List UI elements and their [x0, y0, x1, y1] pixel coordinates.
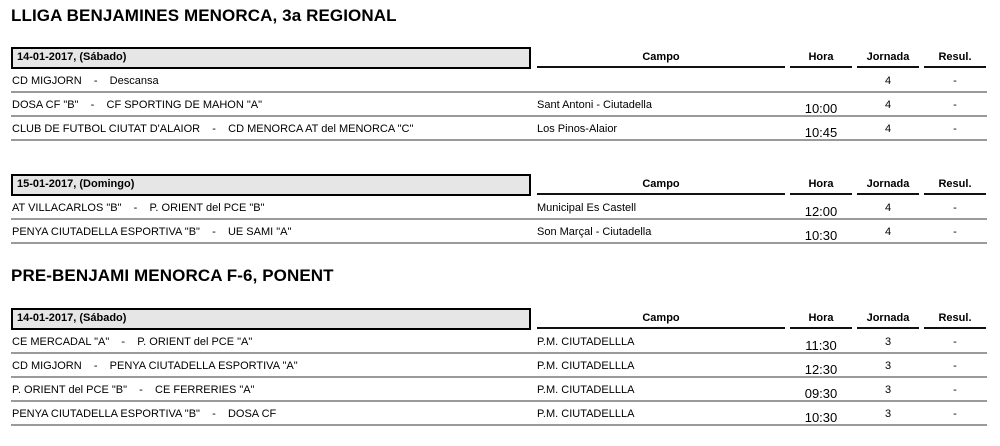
jornada: 3	[884, 360, 892, 372]
home-team: AT VILLACARLOS "B"	[12, 202, 122, 214]
hora: 10:00	[804, 101, 838, 116]
column-header-campo: Campo	[537, 50, 785, 68]
jornada: 3	[884, 336, 892, 348]
match-teams	[12, 202, 265, 214]
match-teams	[12, 408, 276, 420]
campo: P.M. CIUTADELLLA	[537, 384, 635, 396]
match-teams	[12, 99, 262, 111]
jornada: 4	[884, 99, 892, 111]
day-block	[11, 308, 987, 426]
match-row	[11, 93, 987, 117]
away-team: PENYA CIUTADELLA ESPORTIVA "A"	[109, 360, 298, 372]
match-teams	[12, 226, 291, 238]
section-title-pre-benjami: PRE-BENJAMI MENORCA F-6, PONENT	[11, 266, 334, 285]
resul: -	[953, 123, 957, 135]
section-title-lliga-benjamines: LLIGA BENJAMINES MENORCA, 3a REGIONAL	[11, 6, 397, 25]
match-row	[11, 354, 987, 378]
column-header-hora: Hora	[790, 50, 852, 68]
resul: -	[953, 75, 957, 87]
match-row	[11, 117, 987, 141]
away-team: CD MENORCA AT del MENORCA "C"	[228, 123, 414, 135]
away-team: P. ORIENT del PCE "B"	[149, 202, 265, 214]
jornada: 4	[884, 123, 892, 135]
separator: -	[93, 360, 98, 372]
column-header-jornada: Jornada	[857, 177, 919, 195]
away-team: CF SPORTING DE MAHON "A"	[106, 99, 263, 111]
campo: Son Marçal - Ciutadella	[537, 226, 652, 238]
day-header	[11, 308, 987, 330]
column-header-jornada: Jornada	[857, 311, 919, 329]
resul: -	[953, 384, 957, 396]
match-row	[11, 330, 987, 354]
hora: 12:00	[804, 204, 838, 219]
resul: -	[953, 336, 957, 348]
date-label: 14-01-2017, (Sábado)	[17, 312, 127, 324]
column-header-hora: Hora	[790, 177, 852, 195]
jornada: 4	[884, 202, 892, 214]
date-label: 15-01-2017, (Domingo)	[17, 178, 135, 190]
date-box	[11, 174, 531, 196]
separator: -	[212, 408, 216, 420]
home-team: CD MIGJORN	[12, 75, 82, 87]
resul: -	[953, 202, 957, 214]
jornada: 3	[884, 408, 892, 420]
separator: -	[121, 336, 126, 348]
resul: -	[953, 99, 957, 111]
separator: -	[212, 123, 216, 135]
match-row	[11, 69, 987, 93]
match-teams	[12, 336, 252, 348]
separator: -	[139, 384, 143, 396]
away-team: P. ORIENT del PCE "A"	[137, 336, 253, 348]
campo: P.M. CIUTADELLLA	[537, 336, 635, 348]
match-teams	[12, 75, 159, 87]
away-team: UE SAMI "A"	[227, 226, 292, 238]
campo: P.M. CIUTADELLLA	[537, 408, 635, 420]
date-box	[11, 47, 531, 69]
jornada: 3	[884, 384, 892, 396]
column-header-jornada: Jornada	[857, 50, 919, 68]
hora: 09:30	[804, 386, 838, 401]
hora: 10:30	[804, 228, 838, 243]
hora: 10:45	[804, 125, 838, 140]
separator: -	[93, 75, 98, 87]
day-header	[11, 174, 987, 196]
match-row	[11, 378, 987, 402]
match-row	[11, 220, 987, 244]
column-header-resul: Resul.	[924, 311, 986, 329]
column-header-campo: Campo	[537, 311, 785, 329]
column-header-resul: Resul.	[924, 50, 986, 68]
jornada: 4	[884, 226, 892, 238]
match-teams	[12, 123, 413, 135]
hora: 12:30	[804, 362, 838, 377]
campo: P.M. CIUTADELLLA	[537, 360, 635, 372]
home-team: CLUB DE FUTBOL CIUTAT D'ALAIOR	[12, 123, 201, 135]
hora: 11:30	[805, 338, 837, 353]
home-team: PENYA CIUTADELLA ESPORTIVA "B"	[12, 408, 200, 420]
away-team: DOSA CF	[227, 408, 277, 420]
home-team: CD MIGJORN	[12, 360, 82, 372]
home-team: P. ORIENT del PCE "B"	[12, 384, 128, 396]
match-teams	[12, 384, 255, 396]
home-team: DOSA CF "B"	[12, 99, 79, 111]
jornada: 4	[884, 75, 892, 87]
separator: -	[212, 226, 216, 238]
match-row	[11, 402, 987, 426]
date-label: 14-01-2017, (Sábado)	[17, 51, 127, 63]
home-team: PENYA CIUTADELLA ESPORTIVA "B"	[12, 226, 200, 238]
separator: -	[133, 202, 138, 214]
day-header	[11, 47, 987, 69]
match-row	[11, 196, 987, 220]
campo: Los Pinos-Alaior	[537, 123, 618, 135]
home-team: CE MERCADAL "A"	[12, 336, 110, 348]
resul: -	[953, 360, 957, 372]
column-header-campo: Campo	[537, 177, 785, 195]
resul: -	[953, 408, 957, 420]
away-team: Descansa	[109, 75, 159, 87]
column-header-hora: Hora	[790, 311, 852, 329]
resul: -	[953, 226, 957, 238]
separator: -	[90, 99, 95, 111]
campo: Municipal Es Castell	[537, 202, 637, 214]
away-team: CE FERRERIES "A"	[155, 384, 255, 396]
column-header-resul: Resul.	[924, 177, 986, 195]
campo: Sant Antoni - Ciutadella	[537, 99, 652, 111]
day-block	[11, 174, 987, 244]
date-box	[11, 308, 531, 330]
hora: 10:30	[804, 410, 838, 425]
day-block	[11, 47, 987, 141]
match-teams	[12, 360, 298, 372]
